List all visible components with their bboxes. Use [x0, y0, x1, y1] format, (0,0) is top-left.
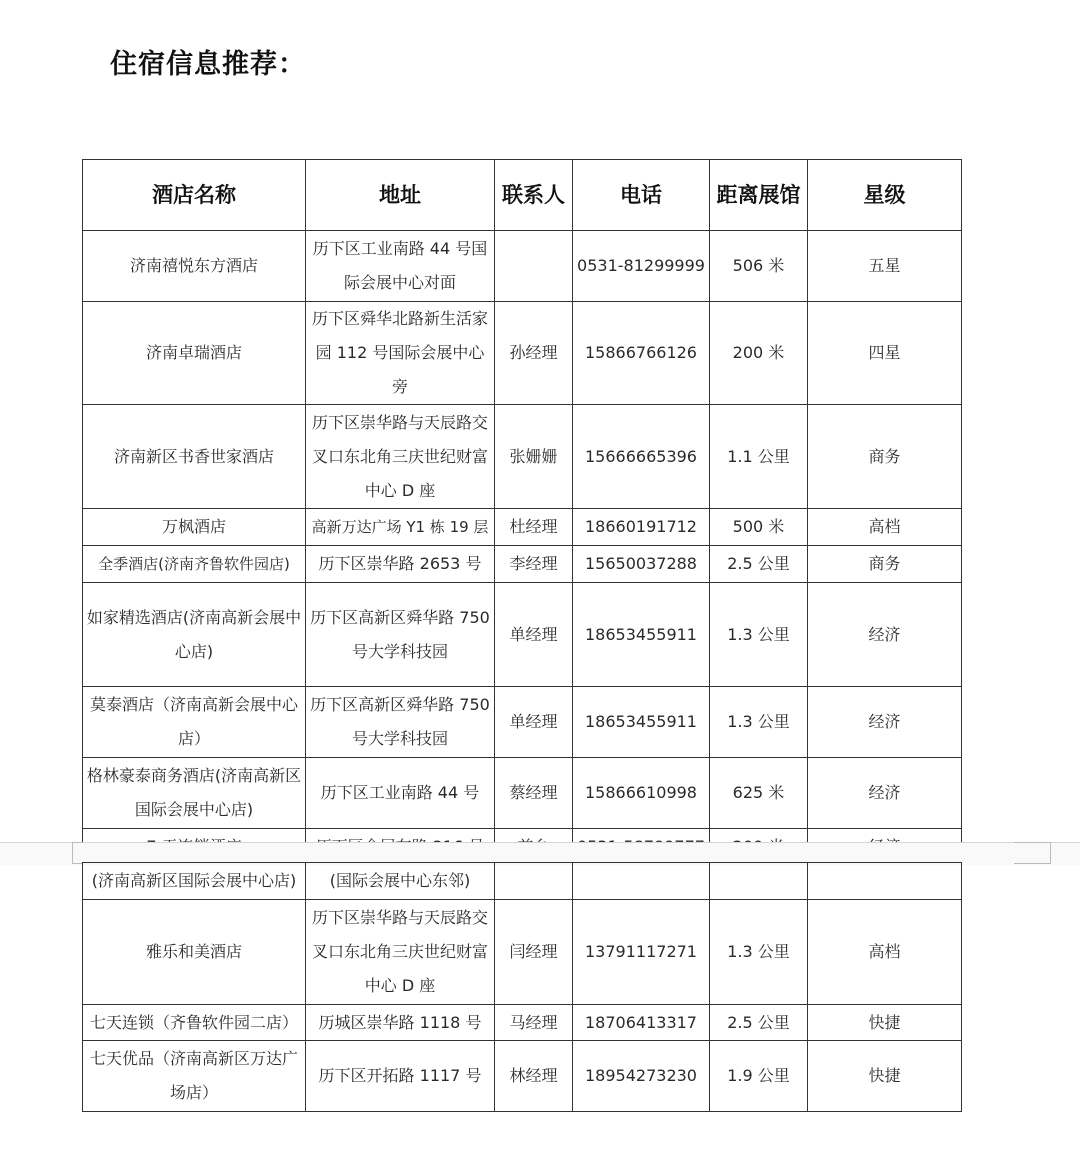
header-distance: 距离展馆: [710, 160, 808, 231]
hotel-name: 莫泰酒店（济南高新会展中心店）: [83, 687, 306, 758]
hotel-level: 快捷: [808, 1005, 962, 1041]
hotel-level: 商务: [808, 546, 962, 583]
hotel-distance: 1.9 公里: [710, 1041, 808, 1112]
header-phone: 电话: [573, 160, 710, 231]
page-corner-mark-left: [72, 842, 83, 864]
page-title: 住宿信息推荐：: [110, 49, 306, 80]
table-row: [83, 900, 962, 1005]
hotel-address: 高新万达广场 Y1 栋 19 层: [306, 509, 495, 546]
table-row: [83, 583, 962, 687]
hotel-table-page1: [82, 159, 962, 865]
hotel-address: 历下区崇华路 2653 号: [306, 546, 495, 583]
hotel-level: 快捷: [808, 1041, 962, 1112]
hotel-table-page2: [82, 862, 962, 1112]
table-header-row: [83, 160, 962, 231]
hotel-contact: 单经理: [495, 687, 573, 758]
hotel-name: 济南禧悦东方酒店: [83, 231, 306, 302]
hotel-name: 格林豪泰商务酒店(济南高新区国际会展中心店): [83, 758, 306, 829]
hotel-contact: 单经理: [495, 583, 573, 687]
hotel-name: 济南卓瑞酒店: [83, 302, 306, 405]
hotel-level: 经济: [808, 758, 962, 829]
hotel-address: 历下区高新区舜华路 750 号大学科技园: [306, 583, 495, 687]
table-row: [83, 1005, 962, 1041]
hotel-name: 万枫酒店: [83, 509, 306, 546]
hotel-contact: 张姗姗: [495, 405, 573, 509]
hotel-level: 商务: [808, 405, 962, 509]
hotel-distance: 1.3 公里: [710, 900, 808, 1005]
table-row: [83, 758, 962, 829]
table-row: [83, 231, 962, 302]
hotel-name: (济南高新区国际会展中心店): [83, 863, 306, 900]
hotel-address: 历下区崇华路与天辰路交叉口东北角三庆世纪财富中心 D 座: [306, 900, 495, 1005]
hotel-distance: 1.1 公里: [710, 405, 808, 509]
hotel-phone: 18954273230: [573, 1041, 710, 1112]
hotel-name: 七天优品（济南高新区万达广场店）: [83, 1041, 306, 1112]
hotel-address: 历下区工业南路 44 号: [306, 758, 495, 829]
hotel-name: 如家精选酒店(济南高新会展中心店): [83, 583, 306, 687]
table-row: [83, 509, 962, 546]
table-row: [83, 687, 962, 758]
table-row: [83, 863, 962, 900]
header-level: 星级: [808, 160, 962, 231]
hotel-level: 高档: [808, 509, 962, 546]
hotel-phone: [573, 863, 710, 900]
hotel-phone: 18653455911: [573, 687, 710, 758]
hotel-distance: 2.5 公里: [710, 1005, 808, 1041]
hotel-contact: 马经理: [495, 1005, 573, 1041]
hotel-contact: 李经理: [495, 546, 573, 583]
hotel-distance: 200 米: [710, 302, 808, 405]
hotel-name: 雅乐和美酒店: [83, 900, 306, 1005]
hotel-distance: [710, 863, 808, 900]
hotel-level: 五星: [808, 231, 962, 302]
hotel-contact: 闫经理: [495, 900, 573, 1005]
table-row: [83, 546, 962, 583]
header-address: 地址: [306, 160, 495, 231]
header-contact: 联系人: [495, 160, 573, 231]
hotel-phone: 0531-81299999: [573, 231, 710, 302]
hotel-contact: [495, 231, 573, 302]
hotel-address: 历下区崇华路与天辰路交叉口东北角三庆世纪财富中心 D 座: [306, 405, 495, 509]
hotel-name: 七天连锁（齐鲁软件园二店）: [83, 1005, 306, 1041]
hotel-phone: 15650037288: [573, 546, 710, 583]
hotel-address: 历下区工业南路 44 号国际会展中心对面: [306, 231, 495, 302]
table-row: [83, 302, 962, 405]
page-corner-mark-right: [1014, 842, 1051, 864]
hotel-address: 历城区崇华路 1118 号: [306, 1005, 495, 1041]
hotel-phone: 18653455911: [573, 583, 710, 687]
hotel-phone: 18660191712: [573, 509, 710, 546]
hotel-phone: 18706413317: [573, 1005, 710, 1041]
hotel-distance: 2.5 公里: [710, 546, 808, 583]
hotel-contact: 林经理: [495, 1041, 573, 1112]
hotel-distance: 506 米: [710, 231, 808, 302]
hotel-phone: 15666665396: [573, 405, 710, 509]
hotel-level: 四星: [808, 302, 962, 405]
hotel-level: [808, 863, 962, 900]
hotel-contact: 蔡经理: [495, 758, 573, 829]
hotel-phone: 15866766126: [573, 302, 710, 405]
table-row: [83, 405, 962, 509]
hotel-phone: 15866610998: [573, 758, 710, 829]
table-row: [83, 1041, 962, 1112]
hotel-name: 济南新区书香世家酒店: [83, 405, 306, 509]
hotel-contact: [495, 863, 573, 900]
hotel-phone: 13791117271: [573, 900, 710, 1005]
hotel-address: 历下区舜华北路新生活家园 112 号国际会展中心旁: [306, 302, 495, 405]
hotel-level: 经济: [808, 687, 962, 758]
hotel-contact: 孙经理: [495, 302, 573, 405]
hotel-distance: 1.3 公里: [710, 687, 808, 758]
hotel-level: 高档: [808, 900, 962, 1005]
hotel-distance: 500 米: [710, 509, 808, 546]
hotel-address: 历下区高新区舜华路 750 号大学科技园: [306, 687, 495, 758]
hotel-address: 历下区开拓路 1117 号: [306, 1041, 495, 1112]
hotel-level: 经济: [808, 583, 962, 687]
hotel-distance: 1.3 公里: [710, 583, 808, 687]
hotel-contact: 杜经理: [495, 509, 573, 546]
hotel-distance: 625 米: [710, 758, 808, 829]
header-hotel-name: 酒店名称: [83, 160, 306, 231]
hotel-address: (国际会展中心东邻): [306, 863, 495, 900]
hotel-name: 全季酒店(济南齐鲁软件园店): [83, 546, 306, 583]
